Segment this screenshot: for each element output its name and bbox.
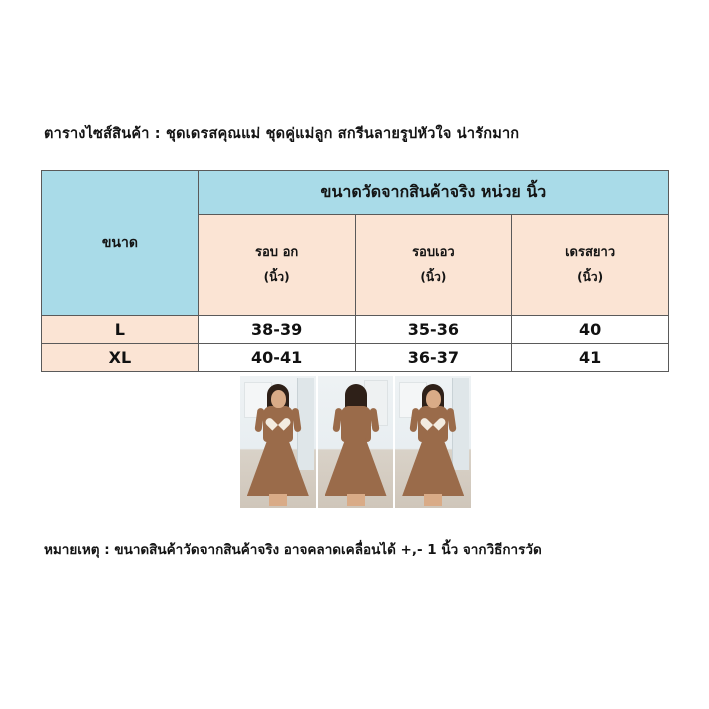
product-photo-strip <box>240 376 471 508</box>
table-header-measurements: ขนาดวัดจากสินค้าจริง หน่วย นิ้ว <box>198 171 668 215</box>
row-size-l: L <box>42 316 199 344</box>
page-title: ตารางไซส์สินค้า : ชุดเดรสคุณแม่ ชุดคู่แม่ลูก สกรีนลายรูปหัวใจ น่ารักมาก <box>44 126 520 142</box>
product-photo-front-2 <box>395 376 471 508</box>
model-legs <box>269 494 287 506</box>
table-header-waist <box>355 215 512 316</box>
size-table <box>41 170 669 372</box>
table-row <box>42 344 669 372</box>
table-header-length <box>512 215 669 316</box>
model-legs <box>347 494 365 506</box>
row-size-xl: XL <box>42 344 199 372</box>
table-header-row-1 <box>42 171 669 215</box>
table-header-size: ขนาด <box>42 171 199 316</box>
model-legs <box>424 494 442 506</box>
model-dress-bodice <box>341 406 371 442</box>
table-header-length-unit: (นิ้ว) <box>577 269 604 284</box>
row-l-chest: 38-39 <box>198 316 355 344</box>
row-xl-length: 41 <box>512 344 669 372</box>
row-l-length: 40 <box>512 316 669 344</box>
row-xl-chest: 40-41 <box>198 344 355 372</box>
table-row <box>42 316 669 344</box>
footnote-text: หมายเหตุ : ขนาดสินค้าวัดจากสินค้าจริง อาจคลาดเคลื่อนได้ +,- 1 นิ้ว จากวิธีการวัด <box>44 542 542 558</box>
table-header-chest-unit: (นิ้ว) <box>263 269 290 284</box>
table-header-chest-label: รอบ อก <box>255 245 299 261</box>
row-xl-waist: 36-37 <box>355 344 512 372</box>
model-head <box>271 390 286 408</box>
model-head <box>426 390 441 408</box>
table-header-waist-label: รอบเอว <box>412 245 455 261</box>
table-header-length-label: เดรสยาว <box>565 245 616 261</box>
product-photo-front <box>240 376 316 508</box>
row-l-waist: 35-36 <box>355 316 512 344</box>
heart-print-icon <box>270 413 286 427</box>
table-header-chest <box>198 215 355 316</box>
table-header-waist-unit: (นิ้ว) <box>420 269 447 284</box>
heart-print-icon <box>425 413 441 427</box>
product-photo-back <box>318 376 394 508</box>
